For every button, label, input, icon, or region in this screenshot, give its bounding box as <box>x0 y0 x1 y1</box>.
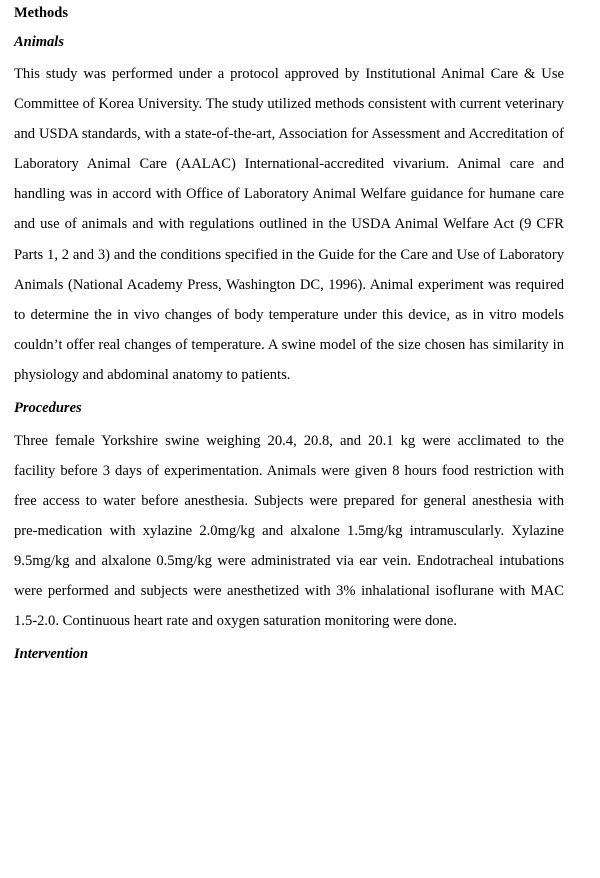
section-heading-methods: Methods <box>14 5 68 21</box>
paragraph-animals: This study was performed under a protocol approved by Institutional Animal Care & Use Committee of Korea University. The study utilized methods consistent with current veterinary and USDA standards, with a state-of-the-art, Association for Assessment and Accreditation of Laboratory Animal Care (AALAC) International-accredited vivarium. Animal care and handling was in accord with Office of Laboratory Animal Welfare guidance for humane care and use of animals and with regulations outlined in the USDA Animal Welfare Act (9 CFR Parts 1, 2 and 3) and the conditions specified in the Guide for the Care and Use of Laboratory Animals (National Academy Press, Washington DC, 1996). Animal experiment was required to determine the in vivo changes of body temperature under this device, as in vitro models couldn’t offer real changes of temperature. A swine model of the size chosen has similarity in physiology and abdominal anatomy to patients. <box>14 66 564 383</box>
subheading-procedures: Procedures <box>14 400 82 417</box>
paragraph-procedures: Three female Yorkshire swine weighing 20.4, 20.8, and 20.1 kg were acclimated to the facility before 3 days of experimentation. Animals were given 8 hours food restriction with free access to water before anesthesia. Subjects were prepared for general anesthesia with pre-medication with xylazine 2.0mg/kg and alxalone 1.5mg/kg intramuscularly. Xylazine 9.5mg/kg and alxalone 0.5mg/kg were administrated via ear vein. Endotracheal intubations were performed and subjects were anesthetized with 3% inhalational isoflurane with MAC 1.5-2.0. Continuous heart rate and oxygen saturation monitoring were done. <box>14 432 564 630</box>
subheading-intervention: Intervention <box>14 646 89 663</box>
subheading-animals: Animals <box>14 33 64 50</box>
